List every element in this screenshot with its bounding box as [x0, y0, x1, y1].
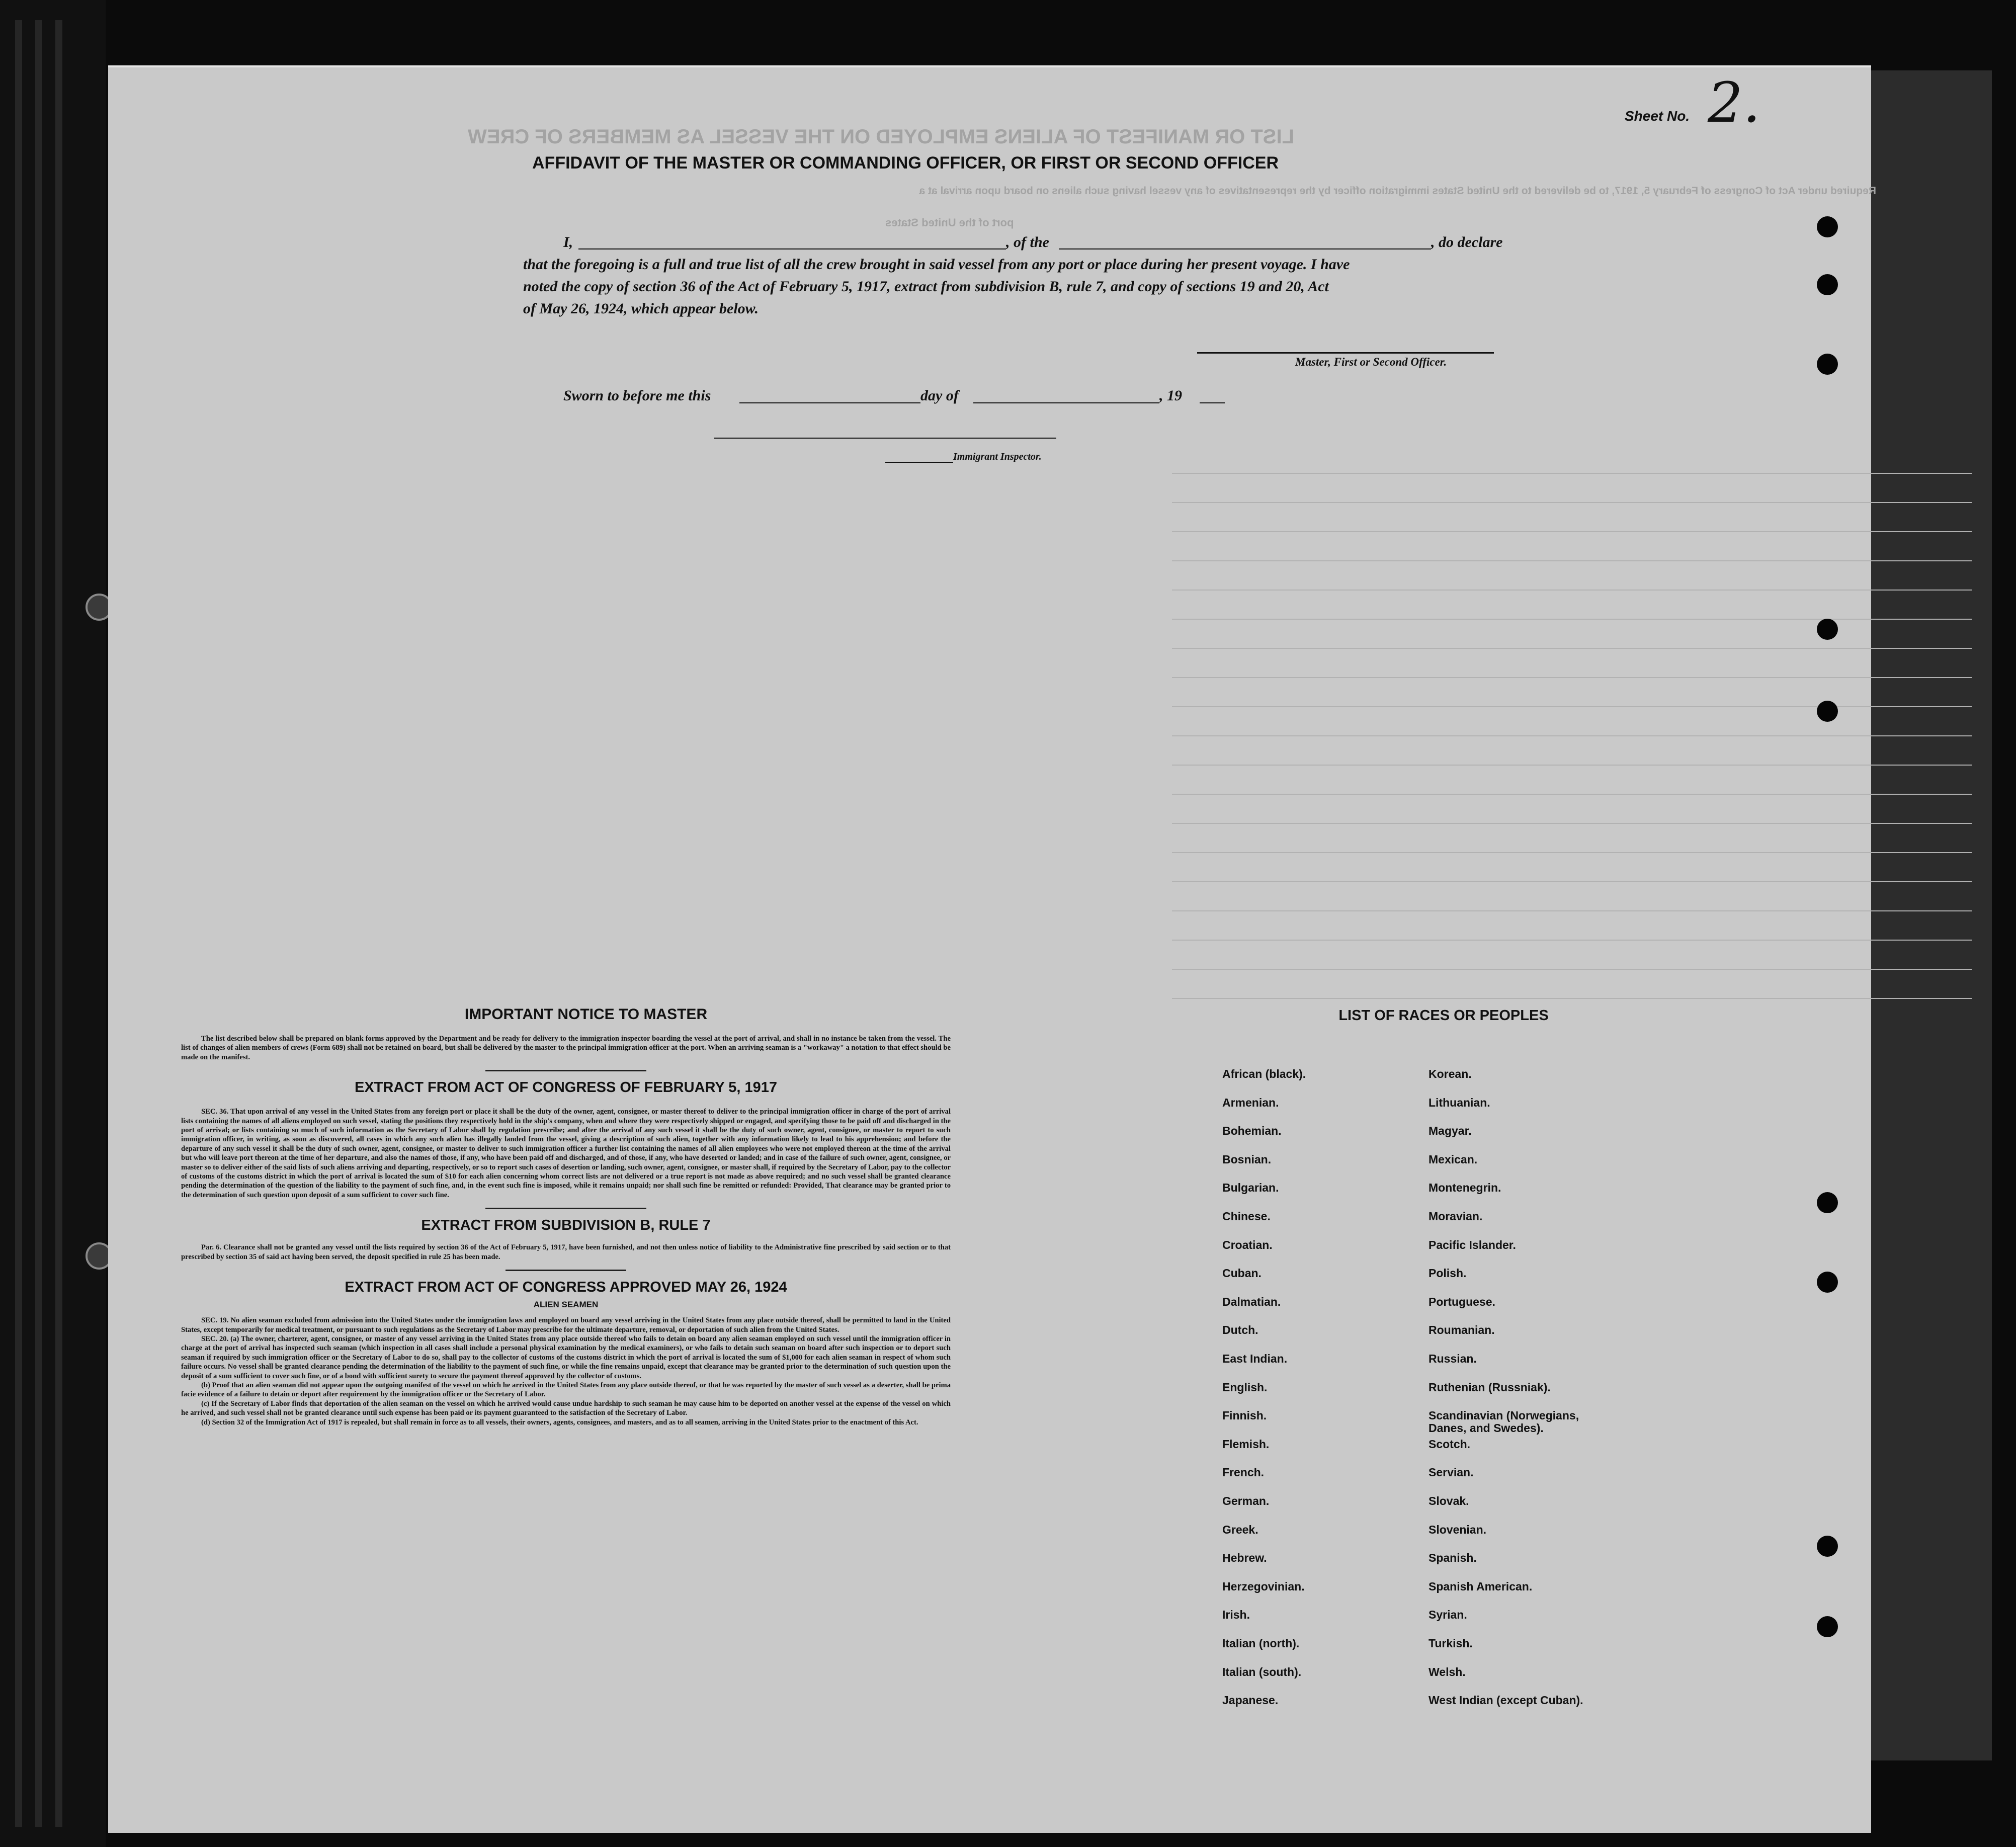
race-item: Finnish.	[1222, 1409, 1267, 1422]
bleed-through-row	[191, 564, 1826, 595]
bleed-through-rule	[1172, 794, 1972, 795]
section-20d-text: (d) Section 32 of the Immigration Act of 1917 is repealed, but shall remain in force as to all vessels, their owners, agents, consignees, and masters, and as to all seamen, arriving in the United States prior to the enactment of this Act.	[201, 1418, 918, 1426]
punch-hole	[1817, 216, 1838, 237]
vessel-line	[1059, 248, 1431, 249]
race-item: Pacific Islander.	[1429, 1238, 1516, 1251]
punch-hole	[1817, 701, 1838, 722]
day-of-label: day of	[920, 387, 959, 404]
sworn-year-line	[1200, 402, 1225, 403]
bleed-through-row	[191, 856, 1826, 886]
i-label: I,	[563, 234, 573, 250]
race-item: Scandinavian (Norwegians, Danes, and Swedes).	[1429, 1409, 1579, 1435]
race-item: Bosnian.	[1222, 1152, 1272, 1166]
section-19-text: SEC. 19. No alien seaman excluded from admission into the United States under the immigration laws and employed on board any vessel arriving in the United States from any place outside thereof, shall be permitted to land in the United States, except temporarily for medical treatment, or pursuant to such regulations as the Secretary of Labor may prescribe for the ultimate departure, removal, or deportation of such alien from the United States.	[181, 1316, 951, 1334]
extract-1924-heading: EXTRACT FROM ACT OF CONGRESS APPROVED MAY 26, 1924	[345, 1279, 787, 1296]
bleed-through-rule	[1172, 648, 1972, 649]
bleed-through-row	[191, 973, 1826, 1003]
race-item: Dalmatian.	[1222, 1295, 1281, 1308]
punch-hole	[1817, 1192, 1838, 1213]
sworn-label: Sworn to before me this	[563, 387, 711, 404]
race-item: Greek.	[1222, 1523, 1258, 1536]
section-20c-text: (c) If the Secretary of Labor finds that deportation of the alien seaman on the vessel on which he arrived would cause undue hardship to such seaman he may cause him to be deported on another vessel at the expense of the vessel on which he arrived, and such vessel shall not be granted clearance until such expense has been paid or its payment guaranteed to the satisfaction of the Secretary of Labor.	[181, 1399, 951, 1417]
bleed-through-row	[191, 827, 1826, 857]
race-item: Syrian.	[1429, 1608, 1467, 1622]
race-item: Servian.	[1429, 1466, 1474, 1479]
section-20b-text: (b) Proof that an alien seaman did not appear upon the outgoing manifest of the vessel on which he arrived in the United States from any place outside thereof, or that he was reported by the master of such vessel as a deserter, shall be prima facie evidence of a failure to detain or deport after requirement by the immigration officer or the Secretary of Labor.	[181, 1381, 951, 1399]
races-list	[1222, 1008, 1635, 1707]
race-item: Portuguese.	[1429, 1295, 1495, 1308]
race-item: Welsh.	[1429, 1665, 1466, 1678]
sworn-month-line	[973, 402, 1159, 403]
bleed-through-rule	[1172, 735, 1972, 736]
race-item: Slovenian.	[1429, 1523, 1487, 1536]
notice-heading: IMPORTANT NOTICE TO MASTER	[464, 1006, 708, 1023]
affidavit-line: of May 26, 1924, which appear below.	[523, 300, 759, 317]
punch-hole	[1817, 619, 1838, 640]
bleed-through-row	[191, 769, 1826, 799]
punch-hole	[1817, 1272, 1838, 1293]
binder-edge	[0, 0, 106, 1847]
race-item: Bohemian.	[1222, 1124, 1282, 1138]
race-item: Spanish.	[1429, 1551, 1477, 1565]
bleed-through-line: Required under Act of Congress of February 5, 1917, to be delivered to the United States immigration officer by the representatives of any vessel having such aliens on board upon arrival at a	[919, 185, 1876, 197]
bleed-through-rule	[1172, 619, 1972, 620]
bleed-through-row	[191, 681, 1826, 711]
master-caption: Master, First or Second Officer.	[1295, 356, 1447, 368]
bleed-through-row	[191, 944, 1826, 974]
extract-1917-heading: EXTRACT FROM ACT OF CONGRESS OF FEBRUARY 5, 1917	[354, 1079, 778, 1096]
bleed-through-row	[191, 535, 1826, 565]
race-item: Ruthenian (Russniak).	[1429, 1380, 1551, 1394]
inspector-caption: Immigrant Inspector.	[953, 451, 1042, 462]
race-item: African (black).	[1222, 1067, 1306, 1080]
bleed-through-row	[191, 506, 1826, 536]
punch-hole	[1817, 354, 1838, 375]
race-item: Bulgarian.	[1222, 1181, 1279, 1195]
race-item: Polish.	[1429, 1267, 1467, 1280]
section-36-text: SEC. 36. That upon arrival of any vessel in the United States from any foreign port or place it shall be the duty of the owner, agent, consignee, or master thereof to deliver to the principal immigration officer in charge of the port of arrival lists containing the names of all aliens employed on such vessel, stating the positions they respectively hold in the ship's company, when and where they were respectively shipped or engaged, and specifying those to be paid off and discharged in the port of arrival; or lists containing so much of such information as the Secretary of Labor shall by regulation prescribe; and after the arrival of any such vessel it shall be the duty of such owner, agent, consignee, or master to report to such immigration officer, in writing, as soon as discovered, all cases in which any such alien has illegally landed from the vessel, giving a description of such alien, together with any information likely to lead to his apprehension; and before the departure of any such vessel it shall be the duty of such owner, agent, consignee, or master to deliver to such immigration officer a further list containing the names of all alien employees who were not employed thereon at the time of the arrival but who will leave port thereon at the time of her departure, and also the names of those, if any, who have been paid off and discharged, and of those, if any, who have deserted or landed; and in case of the failure of such owner, agent, consignee, or master so to deliver either of the said lists of such aliens arriving and departing, respectively, or so to report such cases of desertion or landing, such owner, agent, consignee, or master shall, if required by the Secretary of Labor, pay to the collector of customs of the customs district in which the port of arrival is located the sum of $10 for each alien concerning whom correct lists are not delivered or a true report is not made as above required; and no such vessel shall be granted clearance pending the determination of the question of the liability to the payment of such fine, and, in the event such fine is imposed, while it remains unpaid; nor shall such fine be remitted or refunded: Provided, That clearance may be granted prior to the determination of such question upon deposit of a sum sufficient to cover such fine.	[181, 1108, 951, 1199]
bleed-through-line: port of the United States	[885, 216, 1014, 229]
punch-hole	[1817, 1536, 1838, 1557]
bleed-through-rule	[1172, 590, 1972, 591]
bleed-through-rule	[1172, 940, 1972, 941]
bleed-through-rule	[1172, 969, 1972, 970]
race-item: Italian (north).	[1222, 1637, 1300, 1650]
race-item: Armenian.	[1222, 1096, 1279, 1109]
race-item: Italian (south).	[1222, 1665, 1302, 1678]
of-the-label: , of the	[1006, 234, 1049, 250]
race-item: Cuban.	[1222, 1267, 1262, 1280]
binder-strip	[55, 20, 62, 1827]
race-item: East Indian.	[1222, 1352, 1288, 1365]
race-item: Lithuanian.	[1429, 1096, 1490, 1109]
year-label: , 19	[1159, 387, 1182, 404]
bleed-through-rule	[1172, 560, 1972, 561]
race-item: Turkish.	[1429, 1637, 1473, 1650]
background-page	[1871, 70, 1992, 1760]
race-item: Spanish American.	[1429, 1579, 1533, 1593]
bleed-through-rule	[1172, 852, 1972, 853]
bleed-through-row	[191, 710, 1826, 740]
alien-seamen-subheading: ALIEN SEAMEN	[533, 1300, 599, 1310]
race-item: Scotch.	[1429, 1437, 1471, 1451]
bleed-through-rule	[1172, 765, 1972, 766]
race-item: West Indian (except Cuban).	[1429, 1694, 1583, 1707]
binder-strip	[15, 20, 22, 1827]
race-item: French.	[1222, 1466, 1265, 1479]
notice-section	[181, 1006, 951, 1427]
bleed-through-rule	[1172, 531, 1972, 532]
race-item: Slovak.	[1429, 1494, 1469, 1507]
rule-7-text: Par. 6. Clearance shall not be granted any vessel until the lists required by section 36 of the Act of February 5, 1917, have been furnished, and not then unless notice of liability to the Administrative fine prescribed by said section or to that prescribed by section 35 of said act having been served, the deposit specified in rule 25 has been made.	[181, 1243, 951, 1261]
race-item: Herzegovinian.	[1222, 1579, 1305, 1593]
race-item: English.	[1222, 1380, 1268, 1394]
punch-hole	[1817, 1616, 1838, 1637]
name-line	[578, 248, 1006, 249]
bleed-through-rule	[1172, 998, 1972, 999]
race-item: Montenegrin.	[1429, 1181, 1501, 1195]
affidavit-line: noted the copy of section 36 of the Act of February 5, 1917, extract from subdivision B, rule 7, and copy of sections 19 and 20, Act	[523, 278, 1329, 295]
bleed-through-rule	[1172, 706, 1972, 707]
bleed-through-rule	[1172, 823, 1972, 824]
bleed-through-rule	[1172, 677, 1972, 678]
race-item: Flemish.	[1222, 1437, 1270, 1451]
sworn-day-line	[739, 402, 920, 403]
bleed-through-rule	[1172, 881, 1972, 882]
affidavit-line: that the foregoing is a full and true list of all the crew brought in said vessel from any port or place during her present voyage. I have	[523, 256, 1350, 273]
bleed-through-row	[191, 594, 1826, 624]
section-divider	[506, 1270, 626, 1271]
punch-hole	[1817, 274, 1838, 295]
binder-strip	[35, 20, 42, 1827]
section-20a-text: SEC. 20. (a) The owner, charterer, agent, consignee, or master of any vessel arriving in the United States from any place outside thereof who fails to detain on board any alien seaman employed on such vessel until the immigration officer in charge at the port of arrival has inspected such seaman (which inspection in all cases shall include a personal physical examination by the medical examiners), or who fails to detain such seaman on board after such inspection or to deport such seaman if required by such immigration officer or the Secretary of Labor to do so, shall pay to the collector of customs of the customs district in which the port of arrival is located the sum of $1,000 for each alien seaman in respect of whom such failure occurs. No vessel shall be granted clearance pending the determination of the liability to the payment of such fine, or while the fine remains unpaid, except that clearance may be granted prior to the determination of such question upon the deposit of a sum sufficient to cover such fine, or of a bond with sufficient surety to secure the payment thereof approved by the collector of customs.	[181, 1334, 951, 1380]
race-item: Croatian.	[1222, 1238, 1273, 1251]
affidavit-text	[523, 231, 1504, 320]
race-item: Japanese.	[1222, 1694, 1279, 1707]
bleed-through-row	[191, 652, 1826, 682]
declare-label: , do declare	[1431, 234, 1503, 250]
bleed-through-row	[191, 914, 1826, 945]
bleed-through-row	[191, 623, 1826, 653]
race-item: Mexican.	[1429, 1152, 1478, 1166]
bleed-through-rule	[1172, 910, 1972, 911]
inspector-signature-line	[714, 438, 1056, 439]
master-signature-line	[1197, 352, 1494, 354]
race-item: Roumanian.	[1429, 1323, 1495, 1337]
bleed-through-row	[191, 448, 1826, 478]
bleed-through-rule	[1172, 502, 1972, 503]
affidavit-title: AFFIDAVIT OF THE MASTER OR COMMANDING OFFICER, OR FIRST OR SECOND OFFICER	[532, 153, 1279, 173]
bleed-through-row	[191, 477, 1826, 507]
race-item: German.	[1222, 1494, 1270, 1507]
bleed-through-title: LIST OR MANIFEST OF ALIENS EMPLOYED ON THE VESSEL AS MEMBERS OF CREW	[468, 126, 1295, 148]
bleed-through-row	[191, 739, 1826, 770]
section-divider	[485, 1208, 646, 1209]
section-divider	[485, 1070, 646, 1071]
bleed-through-row	[191, 885, 1826, 915]
sheet-number: 2.	[1708, 70, 1760, 135]
races-heading: LIST OF RACES OR PEOPLES	[1338, 1008, 1549, 1024]
race-item: Chinese.	[1222, 1210, 1271, 1223]
notice-text: The list described below shall be prepared on blank forms approved by the Department and be ready for delivery to the immigration inspector boarding the vessel at the port of arrival, and shall in no instance be taken from the vessel. The list of changes of alien members of crews (Form 689) shall not be retained on board, but shall be delivered by the master to the principal immigration officer at the port. When an arriving seaman is a "workaway" a notation to that effect should be made on the manifest.	[181, 1035, 951, 1061]
race-item: Dutch.	[1222, 1323, 1258, 1337]
bleed-through-row	[191, 798, 1826, 828]
bleed-through-rule	[1172, 473, 1972, 474]
sheet-label: Sheet No.	[1625, 108, 1690, 124]
rule-7-heading: EXTRACT FROM SUBDIVISION B, RULE 7	[421, 1217, 711, 1234]
race-item: Irish.	[1222, 1608, 1250, 1622]
race-item: Korean.	[1429, 1067, 1472, 1080]
race-item: Russian.	[1429, 1352, 1477, 1365]
race-item: Hebrew.	[1222, 1551, 1267, 1565]
race-item: Magyar.	[1429, 1124, 1472, 1138]
race-item: Moravian.	[1429, 1210, 1483, 1223]
